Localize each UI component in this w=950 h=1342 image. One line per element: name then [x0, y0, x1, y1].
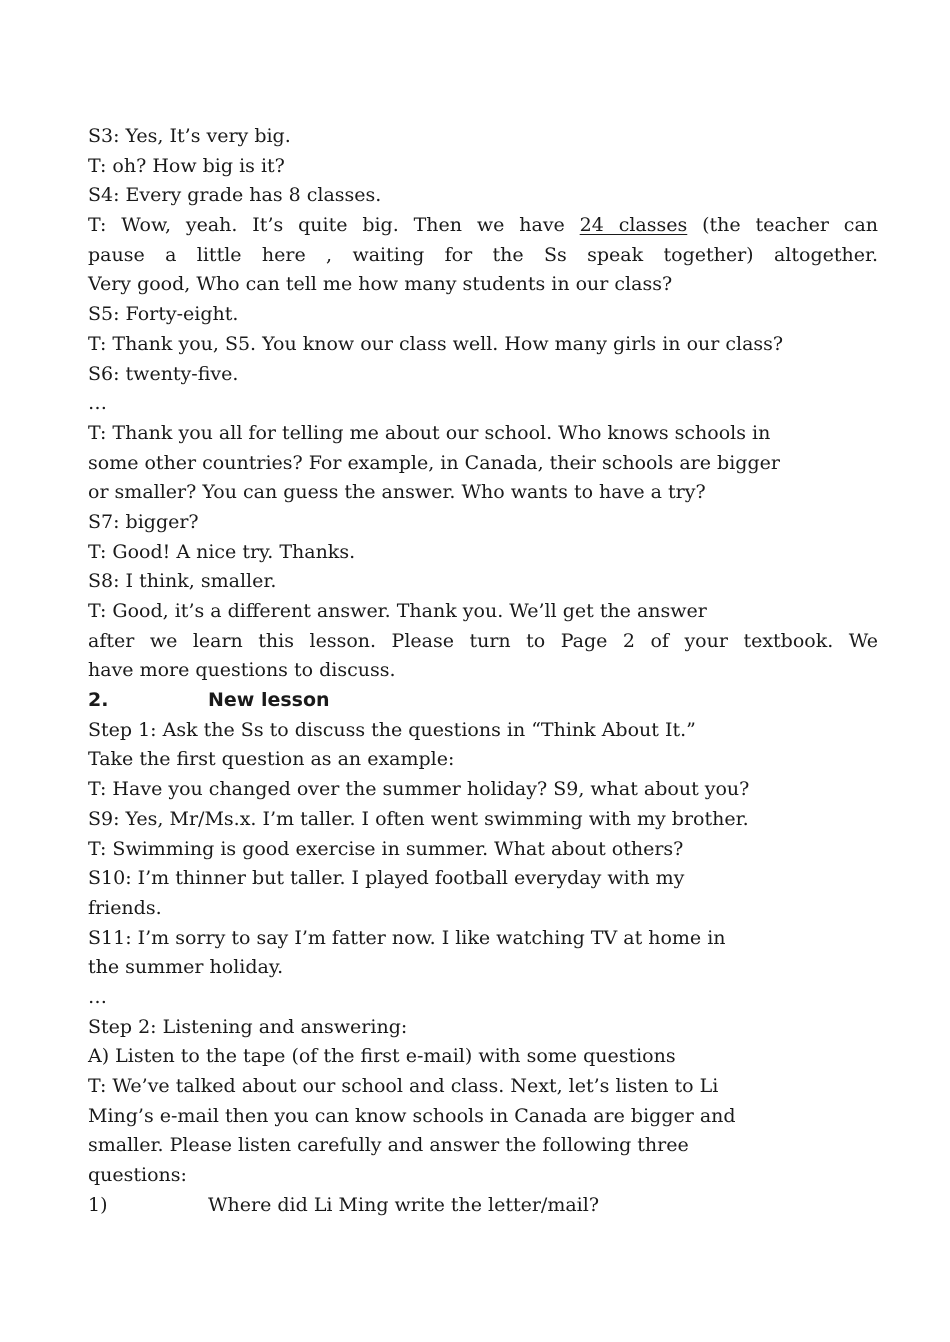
text-line: have more questions to discuss.: [88, 659, 396, 682]
section-heading: [88, 686, 878, 716]
text-line-with-underline: T: Wow, yeah. It’s quite big. Then we have 24 classes (the teacher can: [88, 214, 879, 237]
text-line: questions:: [88, 1164, 187, 1187]
text-line: S5: Forty-eight.: [88, 303, 239, 326]
ellipsis-line: …: [88, 985, 107, 1008]
section-title: New lesson: [208, 689, 330, 712]
text-line: smaller. Please listen carefully and answer the following three: [88, 1134, 689, 1157]
text-line: Step 1: Ask the Ss to discuss the questions in “Think About It.”: [88, 718, 696, 741]
numbered-question: [88, 1191, 878, 1221]
text-line: T: Have you changed over the summer holiday? S9, what about you?: [88, 778, 750, 801]
question-text: Where did Li Ming write the letter/mail?: [208, 1193, 600, 1216]
text-line: the summer holiday.: [88, 956, 284, 979]
text-line: S10: I’m thinner but taller. I played football everyday with my: [88, 867, 685, 890]
text-line: S4: Every grade has 8 classes.: [88, 184, 382, 207]
text-line: friends.: [88, 896, 162, 919]
text-line: T: We’ve talked about our school and class. Next, let’s listen to Li: [88, 1075, 719, 1097]
text-line: pause a little here , waiting for the Ss speak together) altogether.: [88, 243, 878, 266]
text-line: S11: I’m sorry to say I’m fatter now. I like watching TV at home in: [88, 926, 726, 949]
document-page: [88, 122, 878, 1220]
underlined-answer: 24 classes: [579, 214, 688, 237]
text-line: Step 2: Listening and answering:: [88, 1015, 408, 1038]
text-line: T: Swimming is good exercise in summer. What about others?: [88, 837, 684, 860]
ellipsis-line: …: [88, 392, 107, 415]
text-line: Very good, Who can tell me how many students in our class?: [88, 273, 673, 296]
text-line: Ming’s e-mail then you can know schools in Canada are bigger and: [88, 1104, 736, 1127]
text-line: some other countries? For example, in Canada, their schools are bigger: [88, 451, 780, 474]
text-line: T: Good! A nice try. Thanks.: [88, 540, 356, 563]
text-line: S8: I think, smaller.: [88, 570, 277, 593]
text-line: S7: bigger?: [88, 510, 199, 533]
section-number: 2.: [88, 689, 109, 712]
text-line: or smaller? You can guess the answer. Who wants to have a try?: [88, 481, 706, 504]
text-line: Take the first question as an example:: [88, 748, 455, 771]
text-line: T: Thank you, S5. You know our class well. How many girls in our class?: [88, 332, 784, 355]
text-line: A) Listen to the tape (of the first e-mail) with some questions: [88, 1045, 676, 1068]
question-number: 1): [88, 1193, 108, 1216]
text-line: S6: twenty-five.: [88, 362, 239, 385]
text-line: T: Thank you all for telling me about our school. Who knows schools in: [88, 421, 771, 444]
text-line: S3: Yes, It’s very big.: [88, 125, 291, 147]
text-line: S9: Yes, Mr/Ms.x. I’m taller. I often went swimming with my brother.: [88, 807, 749, 830]
text-line: T: Good, it’s a different answer. Thank you. We’ll get the answer: [88, 600, 707, 622]
text-line: T: oh? How big is it?: [88, 154, 285, 177]
text-line: after we learn this lesson. Please turn to Page 2 of your textbook. We: [88, 629, 878, 652]
